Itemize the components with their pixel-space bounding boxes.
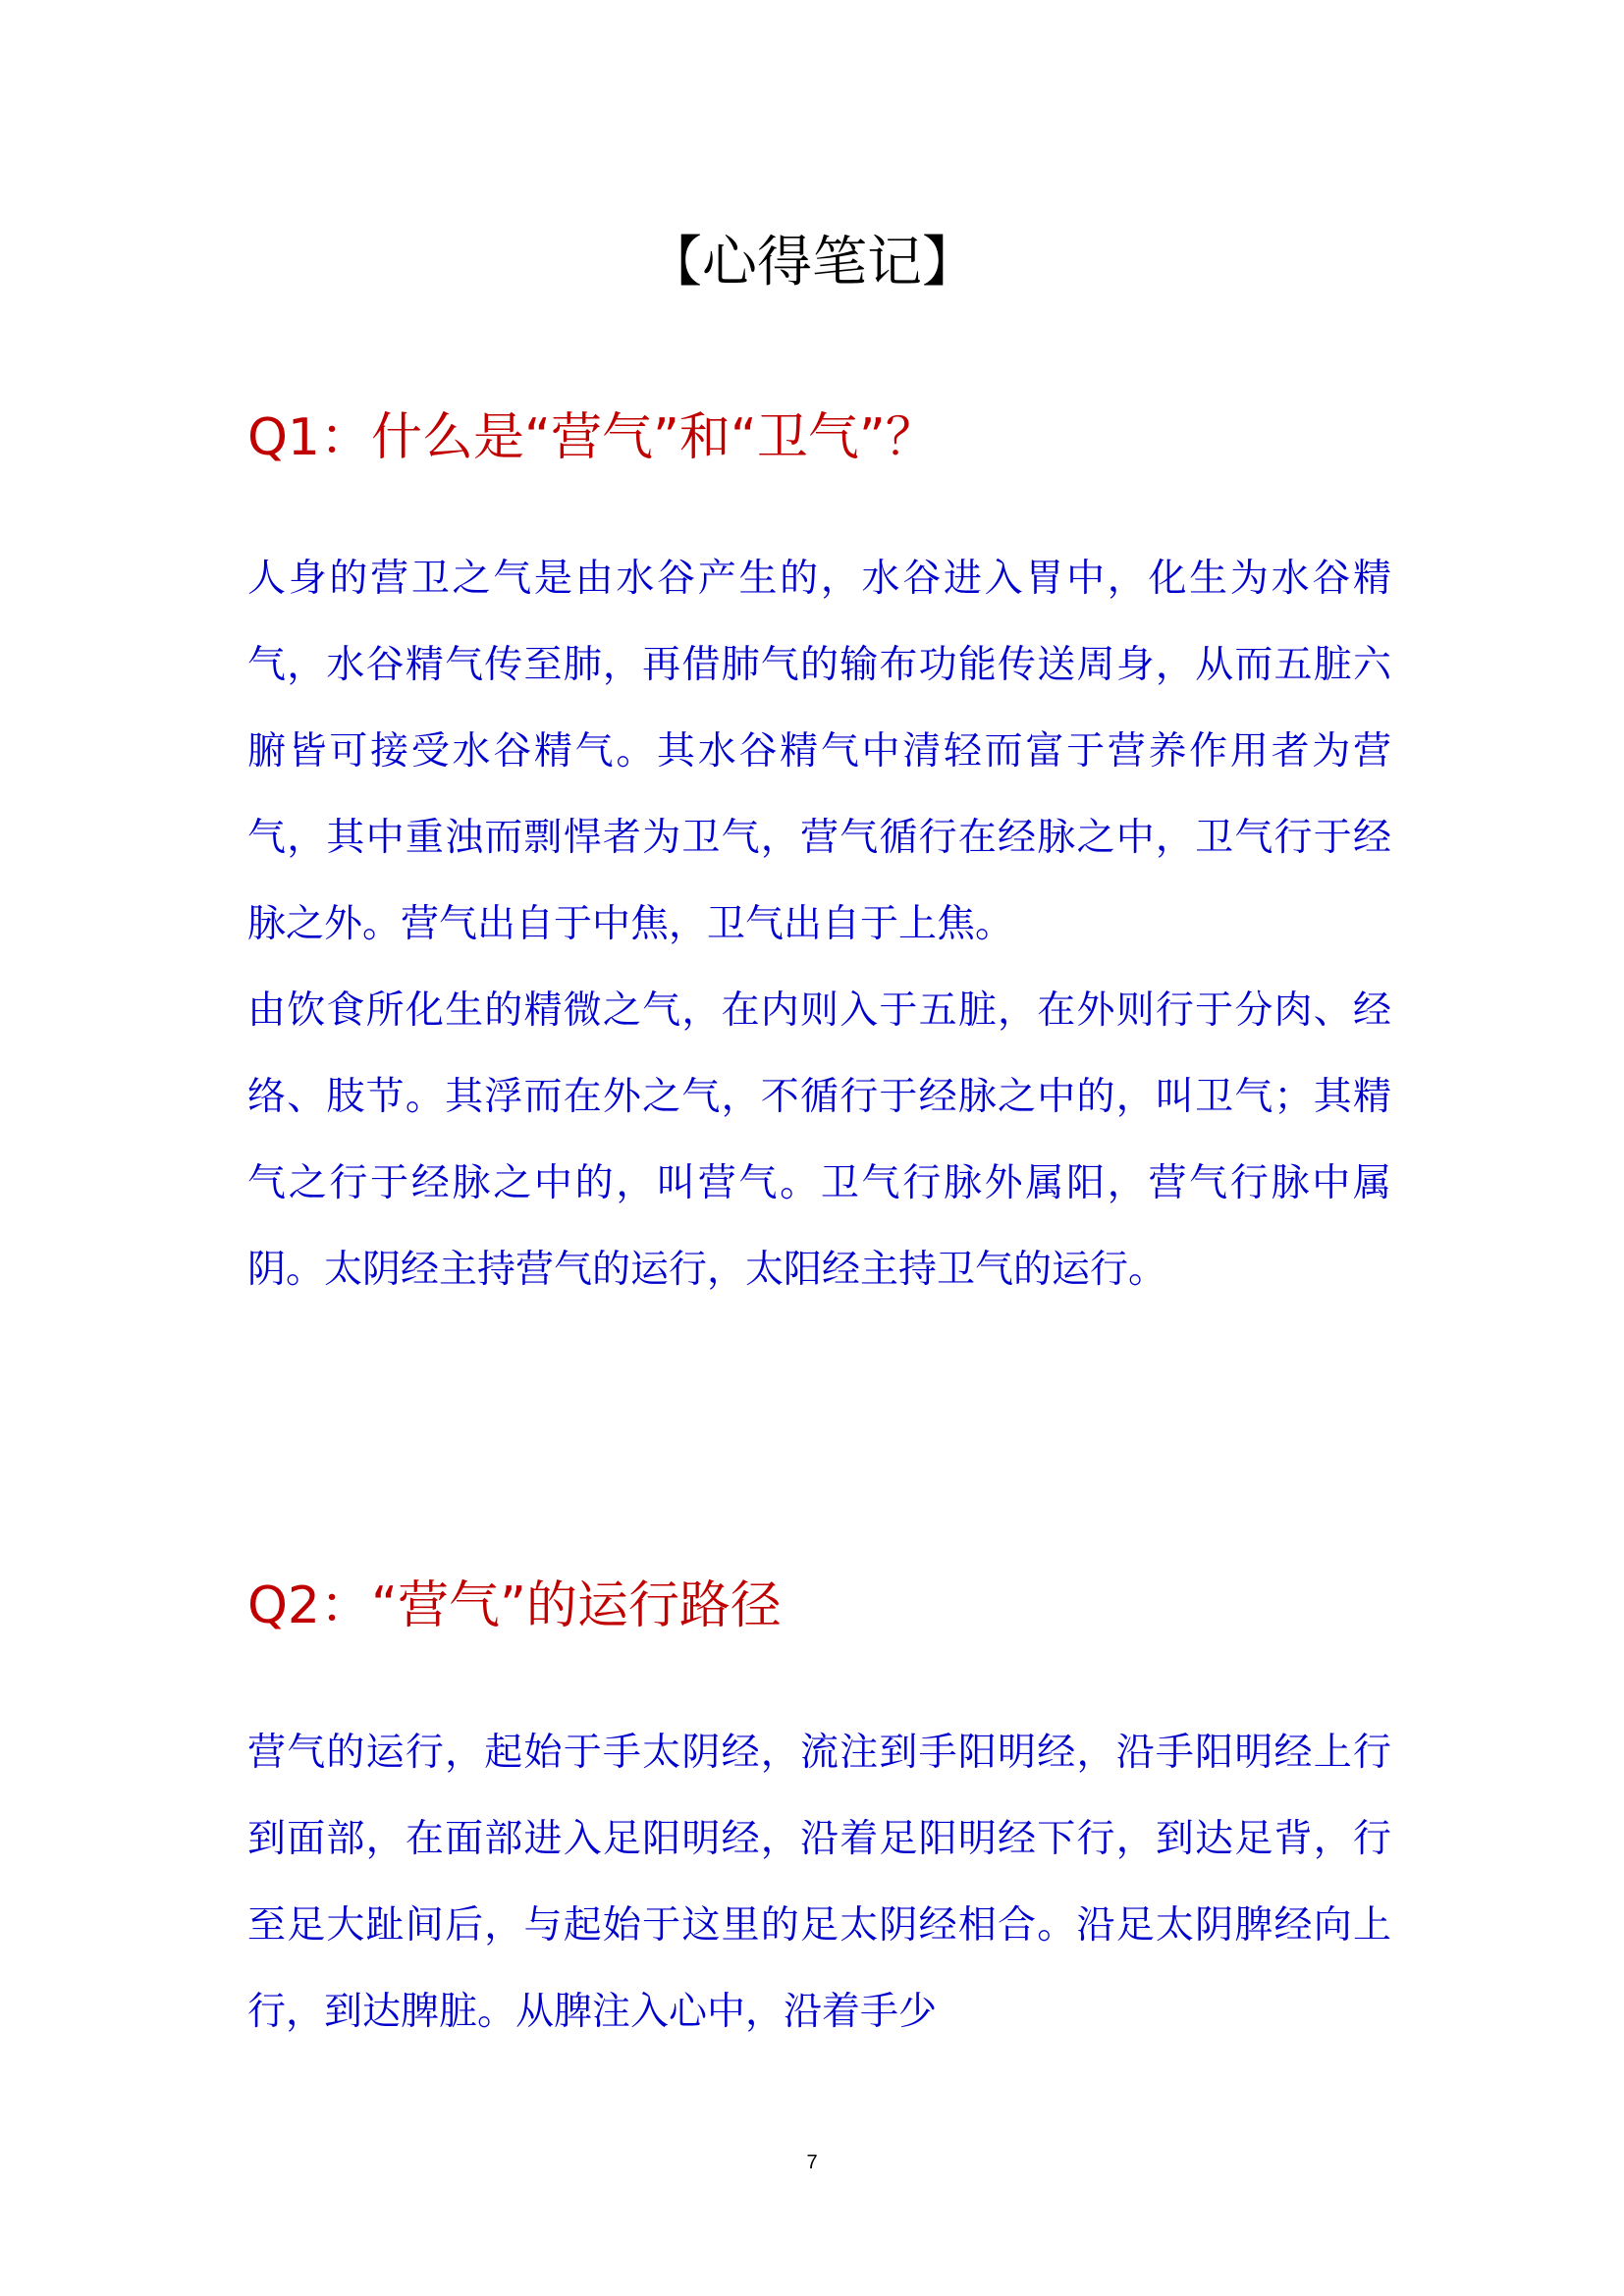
question-1-answer <box>247 536 1391 1313</box>
answer-paragraph: 营气的运行，起始于手太阴经，流注到手阳明经，沿手阳明经上行到面部，在面部进入足阳明经，沿着足阳明经下行，到达足背，行至足大趾间后，与起始于这里的足太阴经相合。沿足太阴脾经向上行，到达脾脏。从脾注入心中，沿着手少 <box>247 1731 1391 2034</box>
page-number: 7 <box>806 2152 818 2173</box>
question-2-heading: Q2：“营气”的运行路径 <box>247 1576 782 1635</box>
question-1-heading: Q1：什么是“营气”和“卫气”？ <box>247 408 937 467</box>
question-2-answer <box>247 1710 1391 2056</box>
document-title: 【心得笔记】 <box>647 231 977 294</box>
answer-paragraph: 由饮食所化生的精微之气，在内则入于五脏，在外则行于分肉、经络、肢节。其浮而在外之气，不循行于经脉之中的，叫卫气；其精气之行于经脉之中的，叫营气。卫气行脉外属阳，营气行脉中属阴。太阴经主持营气的运行，太阳经主持卫气的运行。 <box>247 988 1391 1292</box>
answer-paragraph: 人身的营卫之气是由水谷产生的，水谷进入胃中，化生为水谷精气，水谷精气传至肺，再借肺气的输布功能传送周身，从而五脏六腑皆可接受水谷精气。其水谷精气中清轻而富于营养作用者为营气，其中重浊而剽悍者为卫气，营气循行在经脉之中，卫气行于经脉之外。营气出自于中焦，卫气出自于上焦。 <box>247 557 1391 946</box>
